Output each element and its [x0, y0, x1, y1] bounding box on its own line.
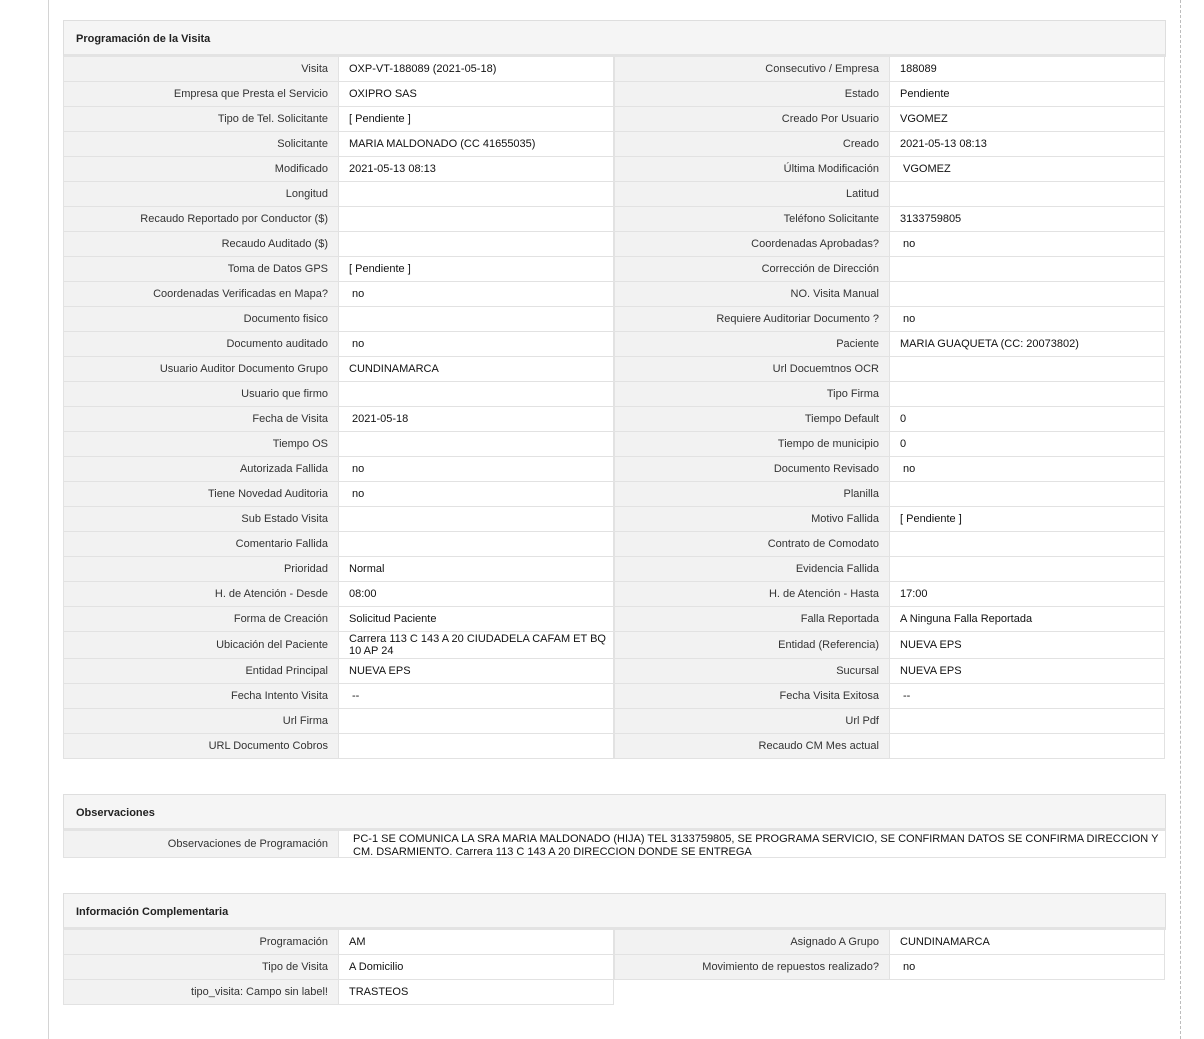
- field-value-prioridad: Normal: [339, 557, 614, 582]
- field-value-h-de-atencion-desde: 08:00: [339, 582, 614, 607]
- field-label-creado-por-usuario: Creado Por Usuario: [614, 107, 890, 132]
- field-label-ubicacion-del-paciente: Ubicación del Paciente: [63, 632, 339, 659]
- field-value-modificado: 2021-05-13 08:13: [339, 157, 614, 182]
- table-row: [63, 709, 1166, 734]
- field-value-url-documento-cobros: [339, 734, 614, 759]
- table-row: [63, 382, 1166, 407]
- field-label-longitud: Longitud: [63, 182, 339, 207]
- field-value-empresa-que-presta-el-servicio: OXIPRO SAS: [339, 82, 614, 107]
- table-row: [63, 157, 1166, 182]
- field-label-falla-reportada: Falla Reportada: [614, 607, 890, 632]
- field-label-tiempo-default: Tiempo Default: [614, 407, 890, 432]
- field-value-no-visita-manual: [890, 282, 1165, 307]
- field-value-toma-de-datos-gps: [ Pendiente ]: [339, 257, 614, 282]
- field-value-forma-de-creacion: Solicitud Paciente: [339, 607, 614, 632]
- field-label-tipo-firma: Tipo Firma: [614, 382, 890, 407]
- page-right-border: [1180, 0, 1181, 1039]
- field-value-entidad-referencia: NUEVA EPS: [890, 632, 1165, 659]
- field-value-entidad-principal: NUEVA EPS: [339, 659, 614, 684]
- field-label-usuario-que-firmo: Usuario que firmo: [63, 382, 339, 407]
- field-value-planilla: [890, 482, 1165, 507]
- field-value-tiempo-default: 0: [890, 407, 1165, 432]
- field-value-paciente: MARIA GUAQUETA (CC: 20073802): [890, 332, 1165, 357]
- field-value-coordenadas-aprobadas: no: [890, 232, 1165, 257]
- field-value-evidencia-fallida: [890, 557, 1165, 582]
- table-row: [63, 980, 1166, 1005]
- field-label-estado: Estado: [614, 82, 890, 107]
- field-value-estado: Pendiente: [890, 82, 1165, 107]
- table-row: [63, 82, 1166, 107]
- field-value-documento-revisado: no: [890, 457, 1165, 482]
- field-label-recaudo-auditado: Recaudo Auditado ($): [63, 232, 339, 257]
- table-row: [63, 232, 1166, 257]
- observaciones-label: Observaciones de Programación: [63, 831, 339, 858]
- field-value-consecutivo-empresa: 188089: [890, 57, 1165, 82]
- table-row: [63, 482, 1166, 507]
- field-label-h-de-atencion-desde: H. de Atención - Desde: [63, 582, 339, 607]
- field-value-visita: OXP-VT-188089 (2021-05-18): [339, 57, 614, 82]
- field-value-documento-auditado: no: [339, 332, 614, 357]
- field-label-autorizada-fallida: Autorizada Fallida: [63, 457, 339, 482]
- field-label-url-documento-cobros: URL Documento Cobros: [63, 734, 339, 759]
- field-label-url-pdf: Url Pdf: [614, 709, 890, 734]
- field-label-fecha-intento-visita: Fecha Intento Visita: [63, 684, 339, 709]
- field-value-creado-por-usuario: VGOMEZ: [890, 107, 1165, 132]
- table-row: [63, 307, 1166, 332]
- field-label-h-de-atencion-hasta: H. de Atención - Hasta: [614, 582, 890, 607]
- field-label-ultima-modificacion: Última Modificación: [614, 157, 890, 182]
- field-value-tiempo-os: [339, 432, 614, 457]
- table-row: [63, 684, 1166, 709]
- field-label-coordenadas-verificadas-en-mapa: Coordenadas Verificadas en Mapa?: [63, 282, 339, 307]
- table-row: [63, 632, 1166, 659]
- field-value-motivo-fallida: [ Pendiente ]: [890, 507, 1165, 532]
- field-label-sub-estado-visita: Sub Estado Visita: [63, 507, 339, 532]
- field-value-comentario-fallida: [339, 532, 614, 557]
- field-label-paciente: Paciente: [614, 332, 890, 357]
- field-label-contrato-de-comodato: Contrato de Comodato: [614, 532, 890, 557]
- table-row: [63, 457, 1166, 482]
- field-value-falla-reportada: A Ninguna Falla Reportada: [890, 607, 1165, 632]
- field-value-contrato-de-comodato: [890, 532, 1165, 557]
- field-label-comentario-fallida: Comentario Fallida: [63, 532, 339, 557]
- table-row: [63, 257, 1166, 282]
- field-label-entidad-principal: Entidad Principal: [63, 659, 339, 684]
- field-label-url-firma: Url Firma: [63, 709, 339, 734]
- table-row: [63, 659, 1166, 684]
- field-value-url-pdf: [890, 709, 1165, 734]
- field-label-coordenadas-aprobadas: Coordenadas Aprobadas?: [614, 232, 890, 257]
- field-value-url-docuemtnos-ocr: [890, 357, 1165, 382]
- field-label-correccion-de-direccion: Corrección de Dirección: [614, 257, 890, 282]
- table-row: [63, 607, 1166, 632]
- field-label-latitud: Latitud: [614, 182, 890, 207]
- page-left-border: [48, 0, 49, 1039]
- field-label-visita: Visita: [63, 57, 339, 82]
- field-value-tiene-novedad-auditoria: no: [339, 482, 614, 507]
- field-value-fecha-de-visita: 2021-05-18: [339, 407, 614, 432]
- field-label-fecha-visita-exitosa: Fecha Visita Exitosa: [614, 684, 890, 709]
- field-value-creado: 2021-05-13 08:13: [890, 132, 1165, 157]
- field-value-latitud: [890, 182, 1165, 207]
- field-label-telefono-solicitante: Teléfono Solicitante: [614, 207, 890, 232]
- field-value-ubicacion-del-paciente: Carrera 113 C 143 A 20 CIUDADELA CAFAM ET BQ 10 AP 24: [339, 632, 614, 659]
- field-label-usuario-auditor-documento-grupo: Usuario Auditor Documento Grupo: [63, 357, 339, 382]
- table-row: [63, 207, 1166, 232]
- field-value-sub-estado-visita: [339, 507, 614, 532]
- field-label-requiere-auditoriar-documento: Requiere Auditoriar Documento ?: [614, 307, 890, 332]
- field-label-forma-de-creacion: Forma de Creación: [63, 607, 339, 632]
- table-row: [63, 57, 1166, 82]
- field-label-prioridad: Prioridad: [63, 557, 339, 582]
- field-value-fecha-intento-visita: --: [339, 684, 614, 709]
- table-row: [63, 507, 1166, 532]
- field-label-planilla: Planilla: [614, 482, 890, 507]
- field-value-tipo-firma: [890, 382, 1165, 407]
- table-row: [63, 734, 1166, 759]
- table-row: [63, 357, 1166, 382]
- observaciones-title: Observaciones: [63, 794, 1166, 831]
- field-value-movimiento-de-repuestos-realizado: no: [890, 955, 1165, 980]
- field-value-telefono-solicitante: 3133759805: [890, 207, 1165, 232]
- field-value-url-firma: [339, 709, 614, 734]
- field-value-autorizada-fallida: no: [339, 457, 614, 482]
- field-label-tiempo-de-municipio: Tiempo de municipio: [614, 432, 890, 457]
- table-row: [63, 282, 1166, 307]
- table-row: [63, 930, 1166, 955]
- field-value-recaudo-cm-mes-actual: [890, 734, 1165, 759]
- table-row: [63, 557, 1166, 582]
- field-value-usuario-auditor-documento-grupo: CUNDINAMARCA: [339, 357, 614, 382]
- field-value-recaudo-auditado: [339, 232, 614, 257]
- field-value-longitud: [339, 182, 614, 207]
- table-row: [63, 831, 1166, 858]
- field-label-sucursal: Sucursal: [614, 659, 890, 684]
- field-label-programacion: Programación: [63, 930, 339, 955]
- field-value-usuario-que-firmo: [339, 382, 614, 407]
- field-label-movimiento-de-repuestos-realizado: Movimiento de repuestos realizado?: [614, 955, 890, 980]
- complementaria-table: [63, 930, 1166, 1005]
- field-value-correccion-de-direccion: [890, 257, 1165, 282]
- field-value-recaudo-reportado-por-conductor: [339, 207, 614, 232]
- field-value-h-de-atencion-hasta: 17:00: [890, 582, 1165, 607]
- field-value-tipo-de-visita: A Domicilio: [339, 955, 614, 980]
- field-value-coordenadas-verificadas-en-mapa: no: [339, 282, 614, 307]
- table-row: [63, 107, 1166, 132]
- field-label-tipo-visita-campo-sin-label: tipo_visita: Campo sin label!: [63, 980, 339, 1005]
- field-label-fecha-de-visita: Fecha de Visita: [63, 407, 339, 432]
- field-label-tipo-de-visita: Tipo de Visita: [63, 955, 339, 980]
- field-label-documento-fisico: Documento fisico: [63, 307, 339, 332]
- field-label-toma-de-datos-gps: Toma de Datos GPS: [63, 257, 339, 282]
- table-row: [63, 332, 1166, 357]
- field-value-tiempo-de-municipio: 0: [890, 432, 1165, 457]
- field-label-evidencia-fallida: Evidencia Fallida: [614, 557, 890, 582]
- table-row: [63, 182, 1166, 207]
- field-label-consecutivo-empresa: Consecutivo / Empresa: [614, 57, 890, 82]
- field-value-documento-fisico: [339, 307, 614, 332]
- programacion-title: Programación de la Visita: [63, 20, 1166, 57]
- field-label-motivo-fallida: Motivo Fallida: [614, 507, 890, 532]
- field-label-tiene-novedad-auditoria: Tiene Novedad Auditoria: [63, 482, 339, 507]
- field-value-requiere-auditoriar-documento: no: [890, 307, 1165, 332]
- programacion-table: [63, 57, 1166, 759]
- field-value-solicitante: MARIA MALDONADO (CC 41655035): [339, 132, 614, 157]
- table-row: [63, 132, 1166, 157]
- field-label-recaudo-reportado-por-conductor: Recaudo Reportado por Conductor ($): [63, 207, 339, 232]
- field-label-no-visita-manual: NO. Visita Manual: [614, 282, 890, 307]
- field-label-tipo-de-tel-solicitante: Tipo de Tel. Solicitante: [63, 107, 339, 132]
- field-value-programacion: AM: [339, 930, 614, 955]
- field-label-documento-auditado: Documento auditado: [63, 332, 339, 357]
- field-value-sucursal: NUEVA EPS: [890, 659, 1165, 684]
- field-label-recaudo-cm-mes-actual: Recaudo CM Mes actual: [614, 734, 890, 759]
- field-label-documento-revisado: Documento Revisado: [614, 457, 890, 482]
- field-label-url-docuemtnos-ocr: Url Docuemtnos OCR: [614, 357, 890, 382]
- field-label-entidad-referencia: Entidad (Referencia): [614, 632, 890, 659]
- observaciones-value: PC-1 SE COMUNICA LA SRA MARIA MALDONADO (HIJA) TEL 3133759805, SE PROGRAMA SERVICIO, SE CONFIRMAN DATOS SE CONFIRMA DIRECCION Y CM. DSARMIENTO. Carrera 113 C 143 A 20 DIRECCION DONDE SE ENTREGA: [339, 831, 1166, 858]
- field-value-tipo-visita-campo-sin-label: TRASTEOS: [339, 980, 614, 1005]
- table-row: [63, 582, 1166, 607]
- field-value-ultima-modificacion: VGOMEZ: [890, 157, 1165, 182]
- field-label-tiempo-os: Tiempo OS: [63, 432, 339, 457]
- programacion-panel: [63, 20, 1166, 759]
- field-value-asignado-a-grupo: CUNDINAMARCA: [890, 930, 1165, 955]
- table-row: [63, 955, 1166, 980]
- complementaria-title: Información Complementaria: [63, 893, 1166, 930]
- observaciones-panel: [63, 794, 1166, 858]
- table-row: [63, 532, 1166, 557]
- field-label-creado: Creado: [614, 132, 890, 157]
- field-label-empresa-que-presta-el-servicio: Empresa que Presta el Servicio: [63, 82, 339, 107]
- field-label-asignado-a-grupo: Asignado A Grupo: [614, 930, 890, 955]
- field-label-modificado: Modificado: [63, 157, 339, 182]
- field-value-fecha-visita-exitosa: --: [890, 684, 1165, 709]
- complementaria-panel: [63, 893, 1166, 1005]
- table-row: [63, 407, 1166, 432]
- field-value-tipo-de-tel-solicitante: [ Pendiente ]: [339, 107, 614, 132]
- field-label-solicitante: Solicitante: [63, 132, 339, 157]
- table-row: [63, 432, 1166, 457]
